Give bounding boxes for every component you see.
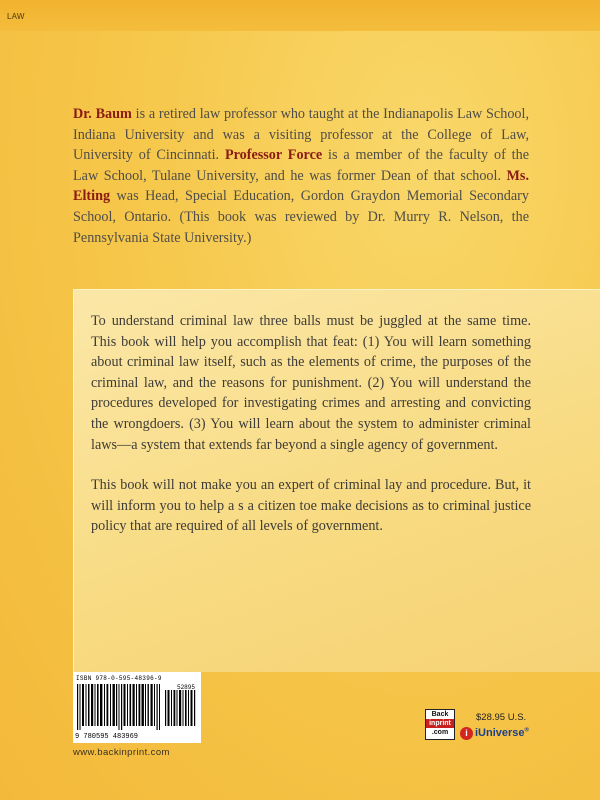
iuniverse-registered: ® [524,727,529,734]
price-code: 52895 [176,684,195,691]
iuniverse-logo [460,726,529,740]
logo-line-1: Back [431,711,449,718]
category-label: LAW [7,12,25,21]
isbn-barcode [73,672,201,743]
iuniverse-wordmark [475,727,529,739]
isbn-number: ISBN 978-0-595-48396-9 [76,675,162,682]
publisher-url: www.backinprint.com [73,747,170,758]
book-price: $28.95 U.S. [476,712,527,723]
book-description [91,311,531,557]
barcode-bars [75,684,199,732]
logo-line-3: .com [431,729,449,736]
description-paragraph-1: To understand criminal law three balls must be juggled at the same time. This book will help you accomplish that feat: (1) You will learn something about criminal law itself, such as the elements of crime, the purposes of the criminal law, and the reasons for punishment. (2) You will understand the procedures developed for investigating crimes and arresting and convicting the wrongdoers. (3) You will learn about the system to administer criminal laws—a system that extends far beyond a single agency of government. [91,313,531,453]
author-bio-baum: is a retired law professor who taught at the Indianapolis Law School, Indiana University and was a visiting professor at the College of Law, University of Cincinnati. [73,106,530,164]
description-paragraph-2: This book will not make you an expert of criminal lay and procedure. But, it will inform you to help a s a citizen toe make decisions as to criminal justice policy that are required of all levels of government. [91,477,531,535]
backinprint-logo [425,709,455,740]
barcode-digits: 9 780595 483969 [75,733,139,741]
author-bio [73,104,529,248]
iuniverse-icon: i [460,727,473,740]
top-band [0,0,600,31]
author-name-elting: Ms. Elting [73,167,529,205]
iuniverse-name: iUniverse [475,727,525,739]
author-name-baum: Dr. Baum [73,106,132,122]
author-bio-elting: was Head, Special Education, Gordon Graydon Memorial Secondary School, Ontario. (This book was reviewed by Dr. Murry R. Nelson, the Pennsylvania State University.) [73,188,529,246]
logo-line-2: inprint [426,719,454,728]
author-bio-force: is a member of the faculty of the Law School, Tulane University, and he was former Dean of that school. [73,147,529,184]
author-name-force: Professor Force [224,147,323,164]
